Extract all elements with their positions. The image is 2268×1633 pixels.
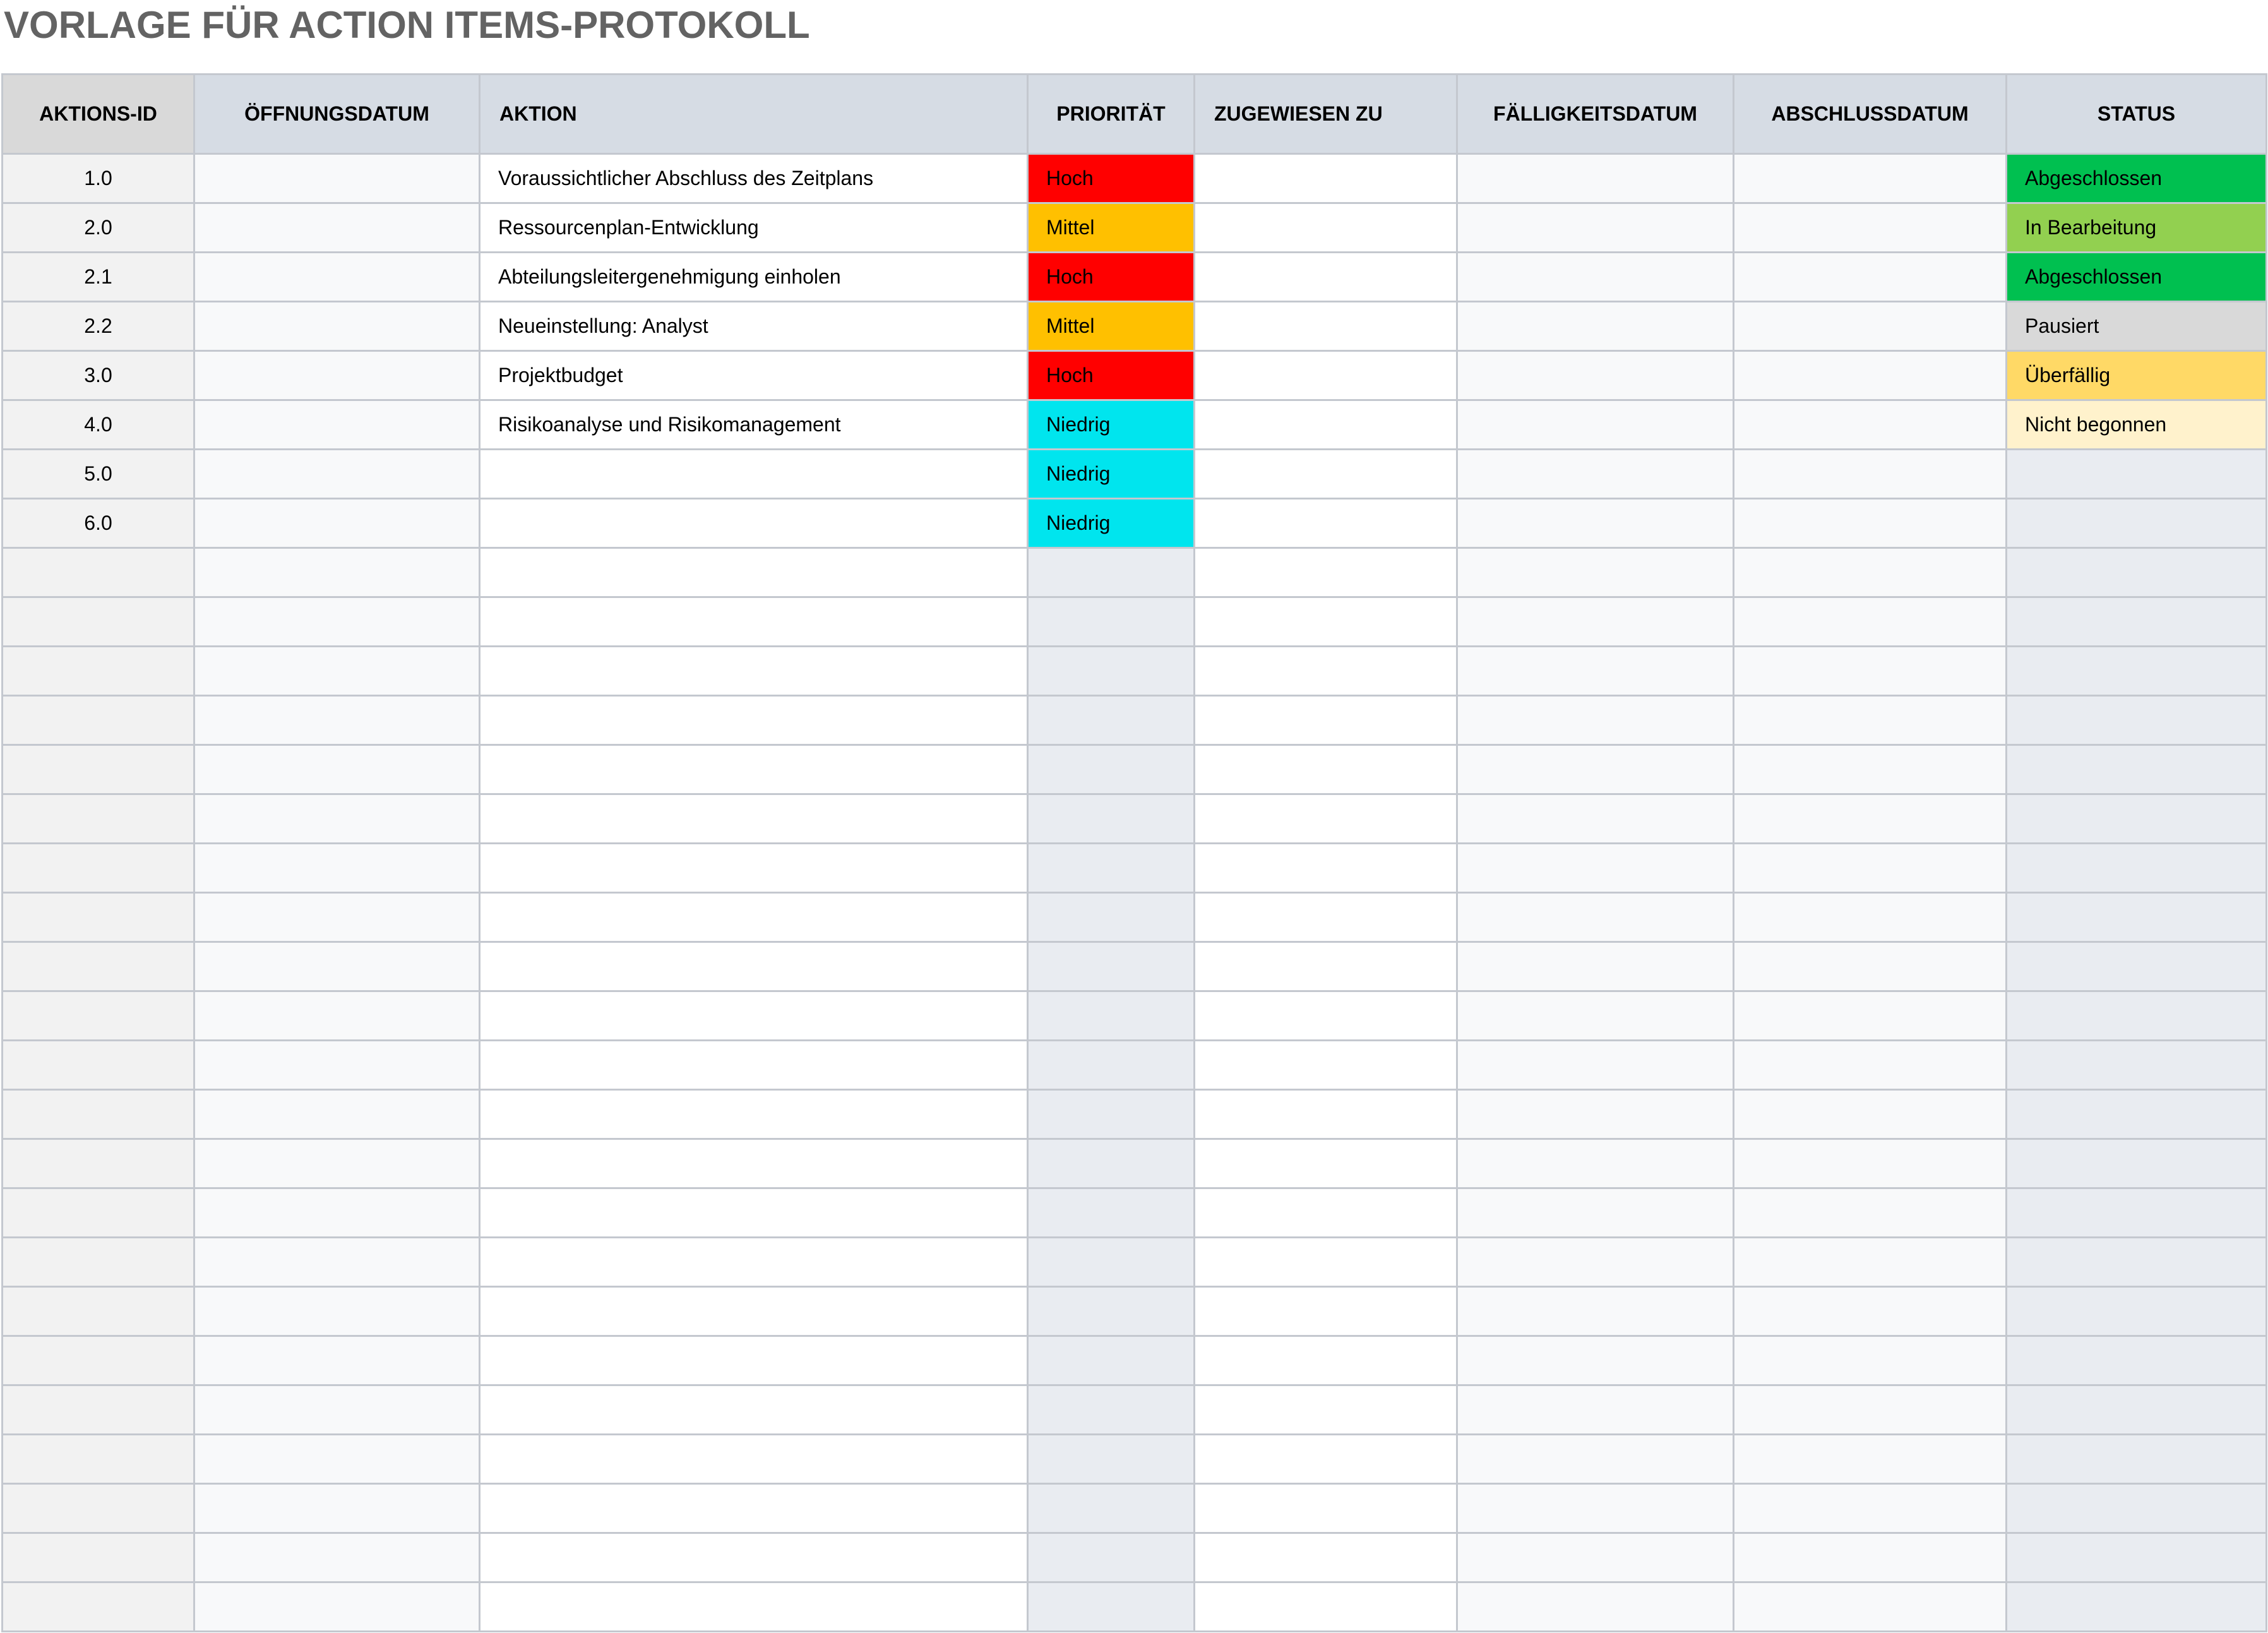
abschlussdatum-cell[interactable] bbox=[1734, 844, 2007, 893]
status-cell[interactable] bbox=[2007, 1582, 2267, 1632]
zugewiesen-zu-cell[interactable] bbox=[1195, 1139, 1457, 1188]
aktion-cell[interactable] bbox=[480, 597, 1028, 647]
abschlussdatum-cell[interactable] bbox=[1734, 1336, 2007, 1385]
aktions-id-cell[interactable] bbox=[3, 548, 194, 597]
faelligkeitsdatum-cell[interactable] bbox=[1457, 942, 1734, 991]
abschlussdatum-cell[interactable] bbox=[1734, 597, 2007, 647]
table-row bbox=[3, 1139, 2267, 1188]
aktion-cell[interactable] bbox=[480, 794, 1028, 844]
table-row bbox=[3, 647, 2267, 696]
column-header-prioritaet: PRIORITÄT bbox=[1028, 75, 1195, 154]
aktion-cell[interactable] bbox=[480, 1385, 1028, 1435]
status-cell[interactable] bbox=[2007, 745, 2267, 794]
zugewiesen-zu-cell[interactable] bbox=[1195, 351, 1457, 400]
faelligkeitsdatum-cell[interactable] bbox=[1457, 1435, 1734, 1484]
status-cell[interactable] bbox=[2007, 597, 2267, 647]
table-row bbox=[3, 1238, 2267, 1287]
zugewiesen-zu-cell[interactable] bbox=[1195, 450, 1457, 499]
status-cell[interactable] bbox=[2007, 647, 2267, 696]
oeffnungsdatum-cell[interactable] bbox=[194, 548, 480, 597]
prioritaet-cell[interactable] bbox=[1028, 794, 1195, 844]
table-row bbox=[3, 597, 2267, 647]
aktion-cell[interactable]: Projektbudget bbox=[480, 351, 1028, 400]
status-cell[interactable]: Abgeschlossen bbox=[2007, 154, 2267, 203]
zugewiesen-zu-cell[interactable] bbox=[1195, 203, 1457, 253]
oeffnungsdatum-cell[interactable] bbox=[194, 351, 480, 400]
zugewiesen-zu-cell[interactable] bbox=[1195, 253, 1457, 302]
abschlussdatum-cell[interactable] bbox=[1734, 1090, 2007, 1139]
oeffnungsdatum-cell[interactable] bbox=[194, 450, 480, 499]
table-row bbox=[3, 1336, 2267, 1385]
table-row bbox=[3, 203, 2267, 253]
oeffnungsdatum-cell[interactable] bbox=[194, 1287, 480, 1336]
prioritaet-cell[interactable]: Niedrig bbox=[1028, 450, 1195, 499]
prioritaet-cell[interactable] bbox=[1028, 1533, 1195, 1582]
status-cell[interactable]: Nicht begonnen bbox=[2007, 400, 2267, 450]
prioritaet-cell[interactable]: Hoch bbox=[1028, 154, 1195, 203]
status-cell[interactable] bbox=[2007, 1287, 2267, 1336]
faelligkeitsdatum-cell[interactable] bbox=[1457, 1287, 1734, 1336]
table-row bbox=[3, 450, 2267, 499]
aktions-id-cell[interactable]: 3.0 bbox=[3, 351, 194, 400]
aktion-cell[interactable] bbox=[480, 1533, 1028, 1582]
aktion-cell[interactable] bbox=[480, 1484, 1028, 1533]
abschlussdatum-cell[interactable] bbox=[1734, 1287, 2007, 1336]
zugewiesen-zu-cell[interactable] bbox=[1195, 400, 1457, 450]
faelligkeitsdatum-cell[interactable] bbox=[1457, 450, 1734, 499]
table-row bbox=[3, 1533, 2267, 1582]
oeffnungsdatum-cell[interactable] bbox=[194, 154, 480, 203]
oeffnungsdatum-cell[interactable] bbox=[194, 499, 480, 548]
oeffnungsdatum-cell[interactable] bbox=[194, 745, 480, 794]
abschlussdatum-cell[interactable] bbox=[1734, 647, 2007, 696]
zugewiesen-zu-cell[interactable] bbox=[1195, 1041, 1457, 1090]
aktions-id-cell[interactable]: 4.0 bbox=[3, 400, 194, 450]
aktion-cell[interactable] bbox=[480, 1336, 1028, 1385]
aktions-id-cell[interactable]: 2.0 bbox=[3, 203, 194, 253]
table-row bbox=[3, 991, 2267, 1041]
prioritaet-cell[interactable]: Hoch bbox=[1028, 351, 1195, 400]
column-header-status: STATUS bbox=[2007, 75, 2267, 154]
zugewiesen-zu-cell[interactable] bbox=[1195, 597, 1457, 647]
oeffnungsdatum-cell[interactable] bbox=[194, 1090, 480, 1139]
aktions-id-cell[interactable] bbox=[3, 844, 194, 893]
aktions-id-cell[interactable]: 6.0 bbox=[3, 499, 194, 548]
zugewiesen-zu-cell[interactable] bbox=[1195, 1435, 1457, 1484]
table-row bbox=[3, 696, 2267, 745]
faelligkeitsdatum-cell[interactable] bbox=[1457, 1041, 1734, 1090]
oeffnungsdatum-cell[interactable] bbox=[194, 647, 480, 696]
abschlussdatum-cell[interactable] bbox=[1734, 351, 2007, 400]
oeffnungsdatum-cell[interactable] bbox=[194, 1385, 480, 1435]
table-row bbox=[3, 253, 2267, 302]
faelligkeitsdatum-cell[interactable] bbox=[1457, 253, 1734, 302]
aktions-id-cell[interactable]: 2.1 bbox=[3, 253, 194, 302]
aktions-id-cell[interactable] bbox=[3, 1090, 194, 1139]
faelligkeitsdatum-cell[interactable] bbox=[1457, 745, 1734, 794]
faelligkeitsdatum-cell[interactable] bbox=[1457, 1336, 1734, 1385]
zugewiesen-zu-cell[interactable] bbox=[1195, 1582, 1457, 1632]
aktion-cell[interactable] bbox=[480, 1041, 1028, 1090]
prioritaet-cell[interactable] bbox=[1028, 1041, 1195, 1090]
prioritaet-cell[interactable] bbox=[1028, 696, 1195, 745]
table-row bbox=[3, 548, 2267, 597]
table-row bbox=[3, 844, 2267, 893]
zugewiesen-zu-cell[interactable] bbox=[1195, 1188, 1457, 1238]
aktions-id-cell[interactable] bbox=[3, 1435, 194, 1484]
aktions-id-cell[interactable] bbox=[3, 647, 194, 696]
aktion-cell[interactable] bbox=[480, 1287, 1028, 1336]
table-row bbox=[3, 499, 2267, 548]
prioritaet-cell[interactable] bbox=[1028, 548, 1195, 597]
faelligkeitsdatum-cell[interactable] bbox=[1457, 1238, 1734, 1287]
faelligkeitsdatum-cell[interactable] bbox=[1457, 991, 1734, 1041]
prioritaet-cell[interactable] bbox=[1028, 1238, 1195, 1287]
status-cell[interactable] bbox=[2007, 1090, 2267, 1139]
abschlussdatum-cell[interactable] bbox=[1734, 1041, 2007, 1090]
oeffnungsdatum-cell[interactable] bbox=[194, 253, 480, 302]
prioritaet-cell[interactable]: Niedrig bbox=[1028, 499, 1195, 548]
table-row bbox=[3, 794, 2267, 844]
prioritaet-cell[interactable] bbox=[1028, 1385, 1195, 1435]
prioritaet-cell[interactable]: Mittel bbox=[1028, 203, 1195, 253]
oeffnungsdatum-cell[interactable] bbox=[194, 893, 480, 942]
oeffnungsdatum-cell[interactable] bbox=[194, 1188, 480, 1238]
zugewiesen-zu-cell[interactable] bbox=[1195, 499, 1457, 548]
aktions-id-cell[interactable] bbox=[3, 745, 194, 794]
abschlussdatum-cell[interactable] bbox=[1734, 745, 2007, 794]
abschlussdatum-cell[interactable] bbox=[1734, 1238, 2007, 1287]
aktions-id-cell[interactable] bbox=[3, 942, 194, 991]
zugewiesen-zu-cell[interactable] bbox=[1195, 745, 1457, 794]
abschlussdatum-cell[interactable] bbox=[1734, 499, 2007, 548]
zugewiesen-zu-cell[interactable] bbox=[1195, 154, 1457, 203]
table-row bbox=[3, 154, 2267, 203]
aktions-id-cell[interactable] bbox=[3, 1287, 194, 1336]
status-cell[interactable] bbox=[2007, 794, 2267, 844]
oeffnungsdatum-cell[interactable] bbox=[194, 1533, 480, 1582]
oeffnungsdatum-cell[interactable] bbox=[194, 302, 480, 351]
status-cell[interactable] bbox=[2007, 450, 2267, 499]
prioritaet-cell[interactable] bbox=[1028, 942, 1195, 991]
faelligkeitsdatum-cell[interactable] bbox=[1457, 548, 1734, 597]
oeffnungsdatum-cell[interactable] bbox=[194, 1139, 480, 1188]
status-cell[interactable] bbox=[2007, 548, 2267, 597]
aktions-id-cell[interactable] bbox=[3, 597, 194, 647]
aktion-cell[interactable] bbox=[480, 1435, 1028, 1484]
zugewiesen-zu-cell[interactable] bbox=[1195, 302, 1457, 351]
zugewiesen-zu-cell[interactable] bbox=[1195, 647, 1457, 696]
aktion-cell[interactable] bbox=[480, 1139, 1028, 1188]
faelligkeitsdatum-cell[interactable] bbox=[1457, 1533, 1734, 1582]
oeffnungsdatum-cell[interactable] bbox=[194, 1582, 480, 1632]
column-header-faelligkeitsdatum: FÄLLIGKEITSDATUM bbox=[1457, 75, 1734, 154]
status-cell[interactable]: Abgeschlossen bbox=[2007, 253, 2267, 302]
aktions-id-cell[interactable]: 5.0 bbox=[3, 450, 194, 499]
table-row bbox=[3, 1090, 2267, 1139]
oeffnungsdatum-cell[interactable] bbox=[194, 991, 480, 1041]
zugewiesen-zu-cell[interactable] bbox=[1195, 1336, 1457, 1385]
oeffnungsdatum-cell[interactable] bbox=[194, 1238, 480, 1287]
aktion-cell[interactable] bbox=[480, 499, 1028, 548]
oeffnungsdatum-cell[interactable] bbox=[194, 844, 480, 893]
status-cell[interactable] bbox=[2007, 1041, 2267, 1090]
status-cell[interactable] bbox=[2007, 1484, 2267, 1533]
status-cell[interactable] bbox=[2007, 1435, 2267, 1484]
zugewiesen-zu-cell[interactable] bbox=[1195, 1090, 1457, 1139]
oeffnungsdatum-cell[interactable] bbox=[194, 794, 480, 844]
oeffnungsdatum-cell[interactable] bbox=[194, 942, 480, 991]
faelligkeitsdatum-cell[interactable] bbox=[1457, 696, 1734, 745]
table-row bbox=[3, 745, 2267, 794]
aktion-cell[interactable]: Abteilungsleitergenehmigung einholen bbox=[480, 253, 1028, 302]
page-title: VORLAGE FÜR ACTION ITEMS-PROTOKOLL bbox=[4, 4, 810, 46]
abschlussdatum-cell[interactable] bbox=[1734, 154, 2007, 203]
prioritaet-cell[interactable] bbox=[1028, 1090, 1195, 1139]
aktions-id-cell[interactable] bbox=[3, 1238, 194, 1287]
table-row bbox=[3, 1041, 2267, 1090]
prioritaet-cell[interactable] bbox=[1028, 597, 1195, 647]
zugewiesen-zu-cell[interactable] bbox=[1195, 1238, 1457, 1287]
prioritaet-cell[interactable] bbox=[1028, 1336, 1195, 1385]
abschlussdatum-cell[interactable] bbox=[1734, 253, 2007, 302]
oeffnungsdatum-cell[interactable] bbox=[194, 696, 480, 745]
faelligkeitsdatum-cell[interactable] bbox=[1457, 351, 1734, 400]
prioritaet-cell[interactable] bbox=[1028, 1139, 1195, 1188]
table-row bbox=[3, 400, 2267, 450]
zugewiesen-zu-cell[interactable] bbox=[1195, 794, 1457, 844]
column-header-aktion: AKTION bbox=[480, 75, 1028, 154]
aktion-cell[interactable] bbox=[480, 1582, 1028, 1632]
column-header-zugewiesen-zu: ZUGEWIESEN ZU bbox=[1195, 75, 1457, 154]
status-cell[interactable] bbox=[2007, 844, 2267, 893]
table-row bbox=[3, 1435, 2267, 1484]
oeffnungsdatum-cell[interactable] bbox=[194, 1484, 480, 1533]
faelligkeitsdatum-cell[interactable] bbox=[1457, 597, 1734, 647]
abschlussdatum-cell[interactable] bbox=[1734, 1435, 2007, 1484]
aktion-cell[interactable] bbox=[480, 647, 1028, 696]
faelligkeitsdatum-cell[interactable] bbox=[1457, 1090, 1734, 1139]
status-cell[interactable] bbox=[2007, 1139, 2267, 1188]
abschlussdatum-cell[interactable] bbox=[1734, 450, 2007, 499]
oeffnungsdatum-cell[interactable] bbox=[194, 1336, 480, 1385]
prioritaet-cell[interactable] bbox=[1028, 1287, 1195, 1336]
aktion-cell[interactable] bbox=[480, 1188, 1028, 1238]
faelligkeitsdatum-cell[interactable] bbox=[1457, 844, 1734, 893]
zugewiesen-zu-cell[interactable] bbox=[1195, 893, 1457, 942]
aktion-cell[interactable] bbox=[480, 1238, 1028, 1287]
zugewiesen-zu-cell[interactable] bbox=[1195, 1484, 1457, 1533]
header-row bbox=[3, 75, 2267, 154]
faelligkeitsdatum-cell[interactable] bbox=[1457, 794, 1734, 844]
abschlussdatum-cell[interactable] bbox=[1734, 991, 2007, 1041]
aktion-cell[interactable]: Voraussichtlicher Abschluss des Zeitplans bbox=[480, 154, 1028, 203]
aktion-cell[interactable]: Ressourcenplan-Entwicklung bbox=[480, 203, 1028, 253]
faelligkeitsdatum-cell[interactable] bbox=[1457, 203, 1734, 253]
faelligkeitsdatum-cell[interactable] bbox=[1457, 1484, 1734, 1533]
zugewiesen-zu-cell[interactable] bbox=[1195, 696, 1457, 745]
aktions-id-cell[interactable] bbox=[3, 1533, 194, 1582]
faelligkeitsdatum-cell[interactable] bbox=[1457, 1139, 1734, 1188]
abschlussdatum-cell[interactable] bbox=[1734, 893, 2007, 942]
oeffnungsdatum-cell[interactable] bbox=[194, 400, 480, 450]
aktions-id-cell[interactable]: 2.2 bbox=[3, 302, 194, 351]
prioritaet-cell[interactable] bbox=[1028, 745, 1195, 794]
status-cell[interactable] bbox=[2007, 893, 2267, 942]
zugewiesen-zu-cell[interactable] bbox=[1195, 991, 1457, 1041]
abschlussdatum-cell[interactable] bbox=[1734, 942, 2007, 991]
abschlussdatum-cell[interactable] bbox=[1734, 302, 2007, 351]
column-header-oeffnungsdatum: ÖFFNUNGSDATUM bbox=[194, 75, 480, 154]
aktions-id-cell[interactable] bbox=[3, 1188, 194, 1238]
faelligkeitsdatum-cell[interactable] bbox=[1457, 154, 1734, 203]
aktion-cell[interactable] bbox=[480, 942, 1028, 991]
prioritaet-cell[interactable]: Hoch bbox=[1028, 253, 1195, 302]
status-cell[interactable] bbox=[2007, 696, 2267, 745]
abschlussdatum-cell[interactable] bbox=[1734, 696, 2007, 745]
status-cell[interactable]: Pausiert bbox=[2007, 302, 2267, 351]
faelligkeitsdatum-cell[interactable] bbox=[1457, 893, 1734, 942]
aktion-cell[interactable] bbox=[480, 548, 1028, 597]
abschlussdatum-cell[interactable] bbox=[1734, 1139, 2007, 1188]
aktions-id-cell[interactable] bbox=[3, 893, 194, 942]
aktion-cell[interactable]: Risikoanalyse und Risikomanagement bbox=[480, 400, 1028, 450]
status-cell[interactable] bbox=[2007, 1238, 2267, 1287]
table-row bbox=[3, 1582, 2267, 1632]
prioritaet-cell[interactable]: Niedrig bbox=[1028, 400, 1195, 450]
action-items-table bbox=[1, 73, 2267, 1632]
aktions-id-cell[interactable] bbox=[3, 1139, 194, 1188]
status-cell[interactable] bbox=[2007, 942, 2267, 991]
prioritaet-cell[interactable] bbox=[1028, 1435, 1195, 1484]
prioritaet-cell[interactable] bbox=[1028, 1188, 1195, 1238]
abschlussdatum-cell[interactable] bbox=[1734, 1385, 2007, 1435]
status-cell[interactable] bbox=[2007, 1533, 2267, 1582]
status-cell[interactable] bbox=[2007, 991, 2267, 1041]
faelligkeitsdatum-cell[interactable] bbox=[1457, 302, 1734, 351]
status-cell[interactable] bbox=[2007, 499, 2267, 548]
faelligkeitsdatum-cell[interactable] bbox=[1457, 1385, 1734, 1435]
aktion-cell[interactable]: Neueinstellung: Analyst bbox=[480, 302, 1028, 351]
table-row bbox=[3, 1188, 2267, 1238]
zugewiesen-zu-cell[interactable] bbox=[1195, 1385, 1457, 1435]
column-header-abschlussdatum: ABSCHLUSSDATUM bbox=[1734, 75, 2007, 154]
abschlussdatum-cell[interactable] bbox=[1734, 1582, 2007, 1632]
table-row bbox=[3, 1287, 2267, 1336]
faelligkeitsdatum-cell[interactable] bbox=[1457, 1188, 1734, 1238]
status-cell[interactable]: Überfällig bbox=[2007, 351, 2267, 400]
faelligkeitsdatum-cell[interactable] bbox=[1457, 1582, 1734, 1632]
zugewiesen-zu-cell[interactable] bbox=[1195, 1287, 1457, 1336]
table-row bbox=[3, 351, 2267, 400]
aktion-cell[interactable] bbox=[480, 893, 1028, 942]
aktions-id-cell[interactable] bbox=[3, 991, 194, 1041]
status-cell[interactable] bbox=[2007, 1385, 2267, 1435]
oeffnungsdatum-cell[interactable] bbox=[194, 597, 480, 647]
aktion-cell[interactable] bbox=[480, 991, 1028, 1041]
aktion-cell[interactable] bbox=[480, 745, 1028, 794]
prioritaet-cell[interactable] bbox=[1028, 1582, 1195, 1632]
prioritaet-cell[interactable] bbox=[1028, 1484, 1195, 1533]
abschlussdatum-cell[interactable] bbox=[1734, 1533, 2007, 1582]
table-row bbox=[3, 893, 2267, 942]
abschlussdatum-cell[interactable] bbox=[1734, 548, 2007, 597]
aktions-id-cell[interactable] bbox=[3, 1041, 194, 1090]
faelligkeitsdatum-cell[interactable] bbox=[1457, 499, 1734, 548]
aktions-id-cell[interactable]: 1.0 bbox=[3, 154, 194, 203]
aktion-cell[interactable] bbox=[480, 844, 1028, 893]
aktion-cell[interactable] bbox=[480, 450, 1028, 499]
aktions-id-cell[interactable] bbox=[3, 1385, 194, 1435]
faelligkeitsdatum-cell[interactable] bbox=[1457, 400, 1734, 450]
table-row bbox=[3, 1385, 2267, 1435]
status-cell[interactable] bbox=[2007, 1336, 2267, 1385]
aktions-id-cell[interactable] bbox=[3, 696, 194, 745]
column-header-aktions-id: AKTIONS-ID bbox=[3, 75, 194, 154]
zugewiesen-zu-cell[interactable] bbox=[1195, 1533, 1457, 1582]
table-row bbox=[3, 942, 2267, 991]
table-row bbox=[3, 302, 2267, 351]
aktions-id-cell[interactable] bbox=[3, 794, 194, 844]
aktions-id-cell[interactable] bbox=[3, 1484, 194, 1533]
abschlussdatum-cell[interactable] bbox=[1734, 794, 2007, 844]
abschlussdatum-cell[interactable] bbox=[1734, 1188, 2007, 1238]
zugewiesen-zu-cell[interactable] bbox=[1195, 942, 1457, 991]
aktion-cell[interactable] bbox=[480, 1090, 1028, 1139]
table-row bbox=[3, 1484, 2267, 1533]
table-body bbox=[3, 154, 2267, 1632]
status-cell[interactable] bbox=[2007, 1188, 2267, 1238]
prioritaet-cell[interactable] bbox=[1028, 991, 1195, 1041]
faelligkeitsdatum-cell[interactable] bbox=[1457, 647, 1734, 696]
prioritaet-cell[interactable] bbox=[1028, 647, 1195, 696]
prioritaet-cell[interactable] bbox=[1028, 893, 1195, 942]
zugewiesen-zu-cell[interactable] bbox=[1195, 548, 1457, 597]
aktion-cell[interactable] bbox=[480, 696, 1028, 745]
prioritaet-cell[interactable] bbox=[1028, 844, 1195, 893]
abschlussdatum-cell[interactable] bbox=[1734, 1484, 2007, 1533]
zugewiesen-zu-cell[interactable] bbox=[1195, 844, 1457, 893]
prioritaet-cell[interactable]: Mittel bbox=[1028, 302, 1195, 351]
status-cell[interactable]: In Bearbeitung bbox=[2007, 203, 2267, 253]
oeffnungsdatum-cell[interactable] bbox=[194, 1041, 480, 1090]
oeffnungsdatum-cell[interactable] bbox=[194, 203, 480, 253]
aktions-id-cell[interactable] bbox=[3, 1582, 194, 1632]
aktions-id-cell[interactable] bbox=[3, 1336, 194, 1385]
abschlussdatum-cell[interactable] bbox=[1734, 400, 2007, 450]
abschlussdatum-cell[interactable] bbox=[1734, 203, 2007, 253]
oeffnungsdatum-cell[interactable] bbox=[194, 1435, 480, 1484]
